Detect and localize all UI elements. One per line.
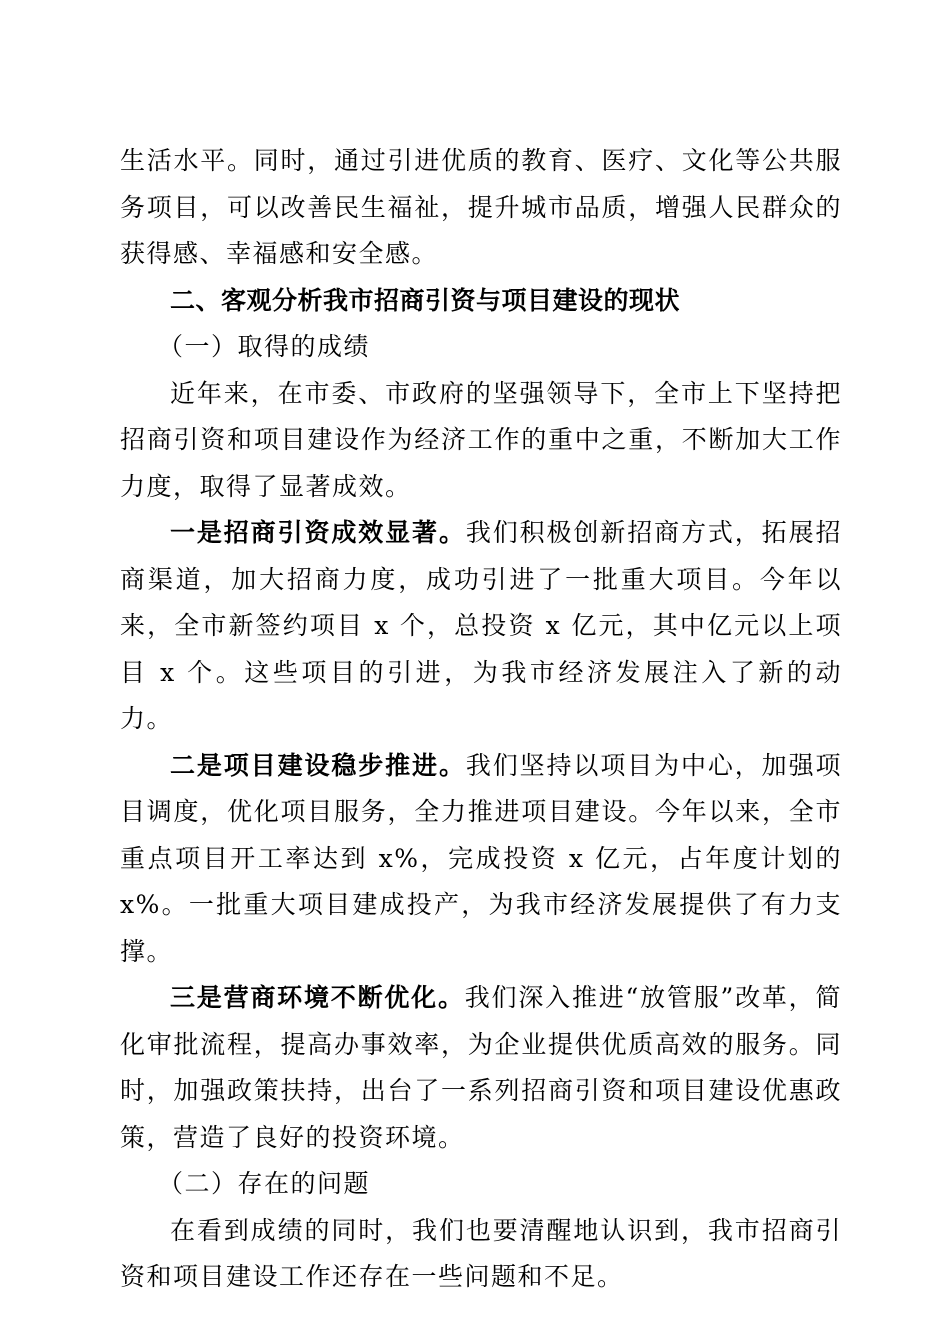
paragraph-problems-intro [120, 1208, 842, 1301]
paragraph-text: 近年来，在市委、市政府的坚强领导下，全市上下坚持把招商引资和项目建设作为经济工作的重中之重，不断加大工作力度，取得了显著成效。 [120, 378, 842, 501]
paragraph-text: 我们坚持以项目为中心，加强项目调度，优化项目服务，全力推进项目建设。今年以来，全市重点项目开工率达到 x%，完成投资 x 亿元，占年度计划的 x%。一批重大项目建成投产，为我市经济发展提供了有力支撑。 [120, 750, 842, 966]
document-body [120, 138, 842, 1301]
subsection-heading-text: （二）存在的问题 [158, 1169, 371, 1198]
paragraph-environment [120, 975, 842, 1161]
paragraph-text: 在看到成绩的同时，我们也要清醒地认识到，我市招商引资和项目建设工作还存在一些问题和不足。 [120, 1215, 842, 1291]
paragraph-lead: 一是招商引资成效显著。 [170, 518, 466, 547]
paragraph-investment [120, 510, 842, 743]
paragraph-text: 生活水平。同时，通过引进优质的教育、医疗、文化等公共服务项目，可以改善民生福祉，提升城市品质，增强人民群众的获得感、幸福感和安全感。 [120, 146, 842, 268]
subsection-heading-achievements [120, 324, 842, 371]
section-heading-text: 二、客观分析我市招商引资与项目建设的现状 [170, 285, 681, 315]
subsection-heading-problems [120, 1161, 842, 1208]
paragraph-lead: 二是项目建设稳步推进。 [170, 750, 466, 780]
paragraph-projects [120, 743, 842, 976]
subsection-heading-text: （一）取得的成绩 [158, 332, 371, 361]
paragraph-text: 我们深入推进“放管服”改革，简化审批流程，提高办事效率，为企业提供优质高效的服务。同时，加强政策扶持，出台了一系列招商引资和项目建设优惠政策，营造了良好的投资环境。 [120, 983, 842, 1152]
paragraph-intro [120, 371, 842, 511]
section-heading [120, 278, 842, 325]
paragraph-text: 我们积极创新招商方式，拓展招商渠道，加大招商力度，成功引进了一批重大项目。今年以来，全市新签约项目 x 个，总投资 x 亿元，其中亿元以上项目 x 个。这些项目的引进，为我市经济发展注入了新的动力。 [120, 518, 842, 733]
paragraph-lead: 三是营商环境不断优化。 [170, 983, 465, 1012]
paragraph-continuation [120, 138, 842, 278]
